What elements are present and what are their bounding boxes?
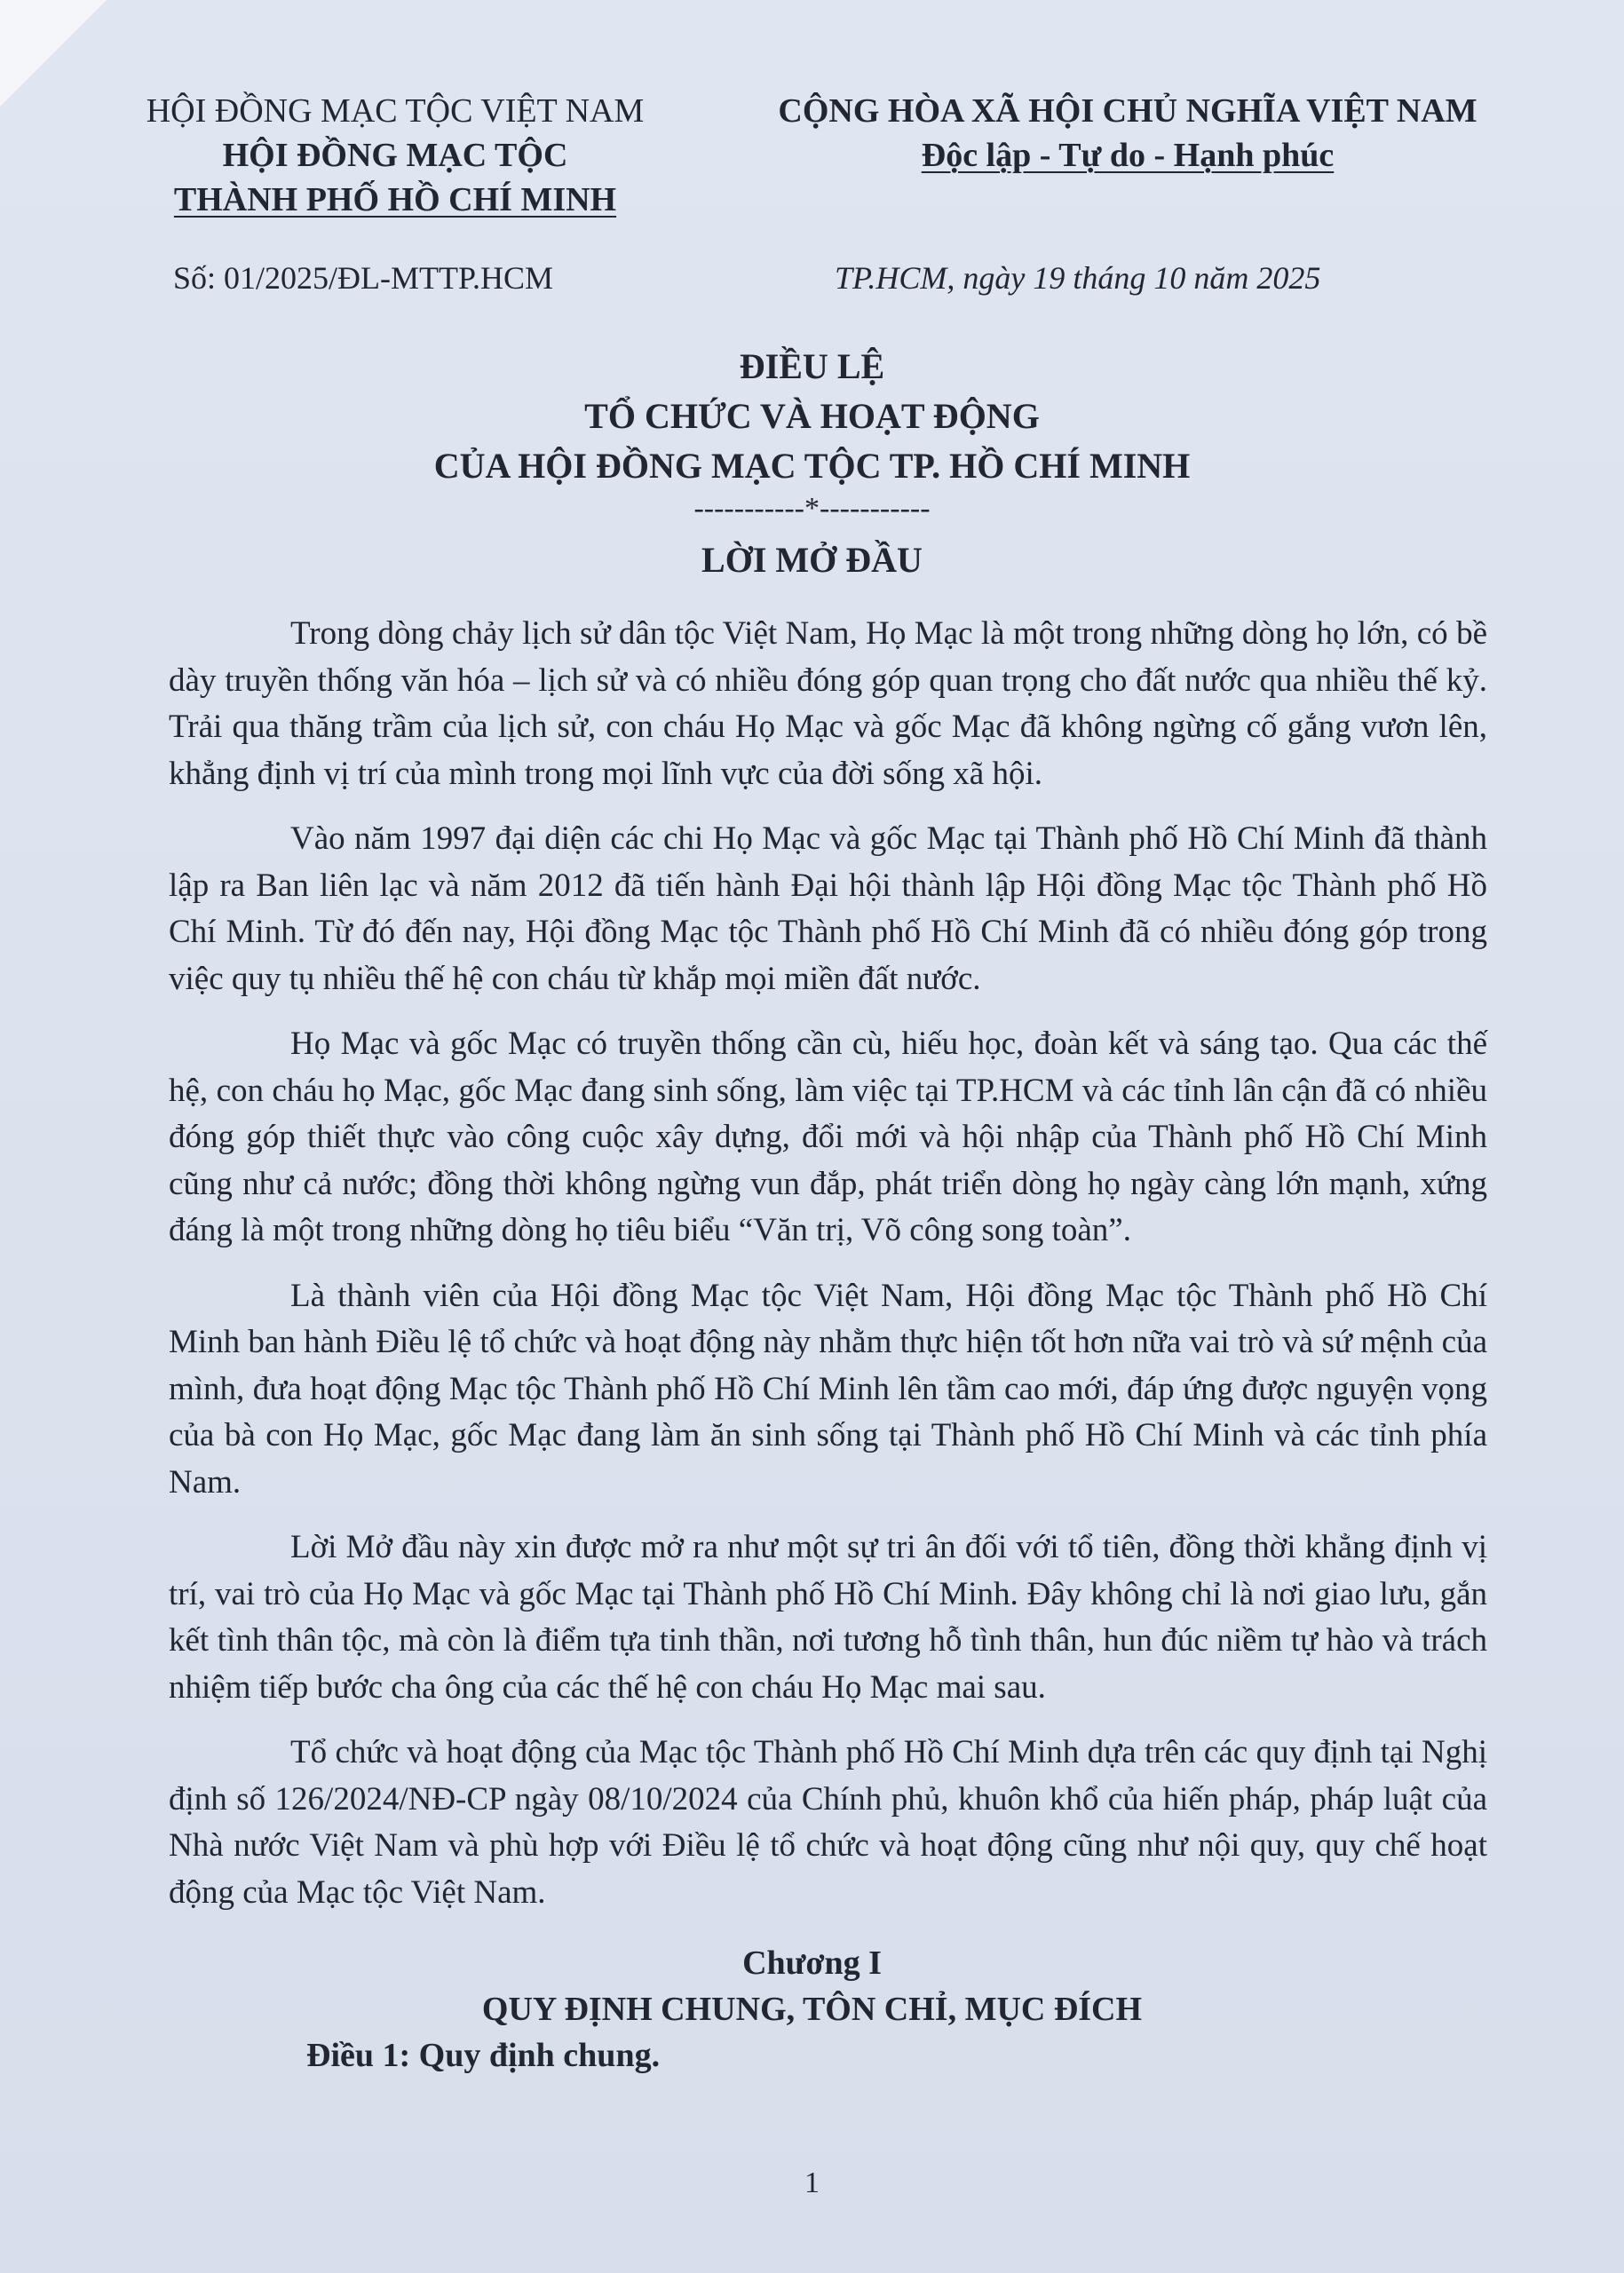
document-number: Số: 01/2025/ĐL-MTTP.HCM (173, 260, 554, 296)
document-title: ĐIỀU LỆ (739, 346, 885, 386)
paragraph: Là thành viên của Hội đồng Mạc tộc Việt Nam, Hội đồng Mạc tộc Thành phố Hồ Chí Minh ban hành Điều lệ tổ chức và hoạt động này nhằm thực hiện tốt hơn nữa vai trò và sứ mệnh của mình, đưa hoạt động Mạc tộc Thành phố Hồ Chí Minh lên tầm cao mới, đáp ứng được nguyện vọng của bà con Họ Mạc, gốc Mạc đang làm ăn sinh sống tại Thành phố Hồ Chí Minh và các tỉnh phía Nam. (169, 1277, 1487, 1501)
organization-name-line1: HỘI ĐỒNG MẠC TỘC (222, 137, 568, 174)
chapter-title: QUY ĐỊNH CHUNG, TÔN CHỈ, MỤC ĐÍCH (481, 1991, 1143, 2028)
folded-corner (0, 0, 107, 107)
chapter-heading (0, 1940, 1624, 2032)
national-heading (728, 89, 1527, 178)
parent-organization: HỘI ĐỒNG MẠC TỘC VIỆT NAM (146, 92, 645, 130)
organization-name-line2: THÀNH PHỐ HỒ CHÍ MINH (173, 181, 617, 218)
issuing-organization (111, 89, 679, 222)
title-separator: -----------*----------- (693, 492, 931, 525)
document-subtitle-line1: TỔ CHỨC VÀ HOẠT ĐỘNG (584, 396, 1040, 436)
paragraph: Trong dòng chảy lịch sử dân tộc Việt Nam, Họ Mạc là một trong những dòng họ lớn, có bề dày truyền thống văn hóa – lịch sử và có nhiều đóng góp quan trọng cho đất nước qua nhiều thế kỷ. Trải qua thăng trầm của lịch sử, con cháu Họ Mạc và gốc Mạc đã không ngừng cố gắng vươn lên, khẳng định vị trí của mình trong mọi lĩnh vực của đời sống xã hội. (169, 615, 1487, 792)
document-place-date: TP.HCM, ngày 19 tháng 10 năm 2025 (835, 260, 1321, 296)
document-subtitle-line2: CỦA HỘI ĐỒNG MẠC TỘC TP. HỒ CHÍ MINH (433, 446, 1191, 486)
chapter-number: Chương I (742, 1944, 882, 1982)
paragraph: Họ Mạc và gốc Mạc có truyền thống cần cù, hiếu học, đoàn kết và sáng tạo. Qua các thế hệ, con cháu họ Mạc, gốc Mạc đang sinh sống, làm việc tại TP.HCM và các tỉnh lân cận đã có nhiều đóng góp thiết thực vào công cuộc xây dựng, đổi mới và hội nhập của Thành phố Hồ Chí Minh cũng như cả nước; đồng thời không ngừng vun đắp, phát triển dòng họ ngày càng lớn mạnh, xứng đáng là một trong những dòng họ tiêu biểu “Văn trị, Võ công song toàn”. (169, 1026, 1487, 1248)
preface-heading: LỜI MỞ ĐẦU (701, 540, 923, 580)
document-title-block (0, 342, 1624, 585)
national-motto: Độc lập - Tự do - Hạnh phúc (921, 137, 1335, 174)
country-name: CỘNG HÒA XÃ HỘI CHỦ NGHĨA VIỆT NAM (778, 92, 1477, 130)
paragraph: Lời Mở đầu này xin được mở ra như một sự tri ân đối với tổ tiên, đồng thời khẳng định vị trí, vai trò của Họ Mạc và gốc Mạc tại Thành phố Hồ Chí Minh. Đây không chỉ là nơi giao lưu, gắn kết tình thân tộc, mà còn là điểm tựa tinh thần, nơi tương hỗ tình thân, hun đúc niềm tự hào và trách nhiệm tiếp bước cha ông của các thế hệ con cháu Họ Mạc mai sau. (169, 1529, 1487, 1706)
paragraph: Vào năm 1997 đại diện các chi Họ Mạc và gốc Mạc tại Thành phố Hồ Chí Minh đã thành lập ra Ban liên lạc và năm 2012 đã tiến hành Đại hội thành lập Hội đồng Mạc tộc Thành phố Hồ Chí Minh. Từ đó đến nay, Hội đồng Mạc tộc Thành phố Hồ Chí Minh đã có nhiều đóng góp trong việc quy tụ nhiều thế hệ con cháu từ khắp mọi miền đất nước. (169, 820, 1487, 997)
article-heading: Điều 1: Quy định chung. (306, 2037, 661, 2074)
preface-body (169, 611, 1487, 1935)
paragraph: Tổ chức và hoạt động của Mạc tộc Thành phố Hồ Chí Minh dựa trên các quy định tại Nghị định số 126/2024/NĐ-CP ngày 08/10/2024 của Chính phủ, khuôn khổ của hiến pháp, pháp luật của Nhà nước Việt Nam và phù hợp với Điều lệ tổ chức và hoạt động cũng như nội quy, quy chế hoạt động của Mạc tộc Việt Nam. (169, 1734, 1487, 1911)
page-number: 1 (804, 2166, 820, 2199)
